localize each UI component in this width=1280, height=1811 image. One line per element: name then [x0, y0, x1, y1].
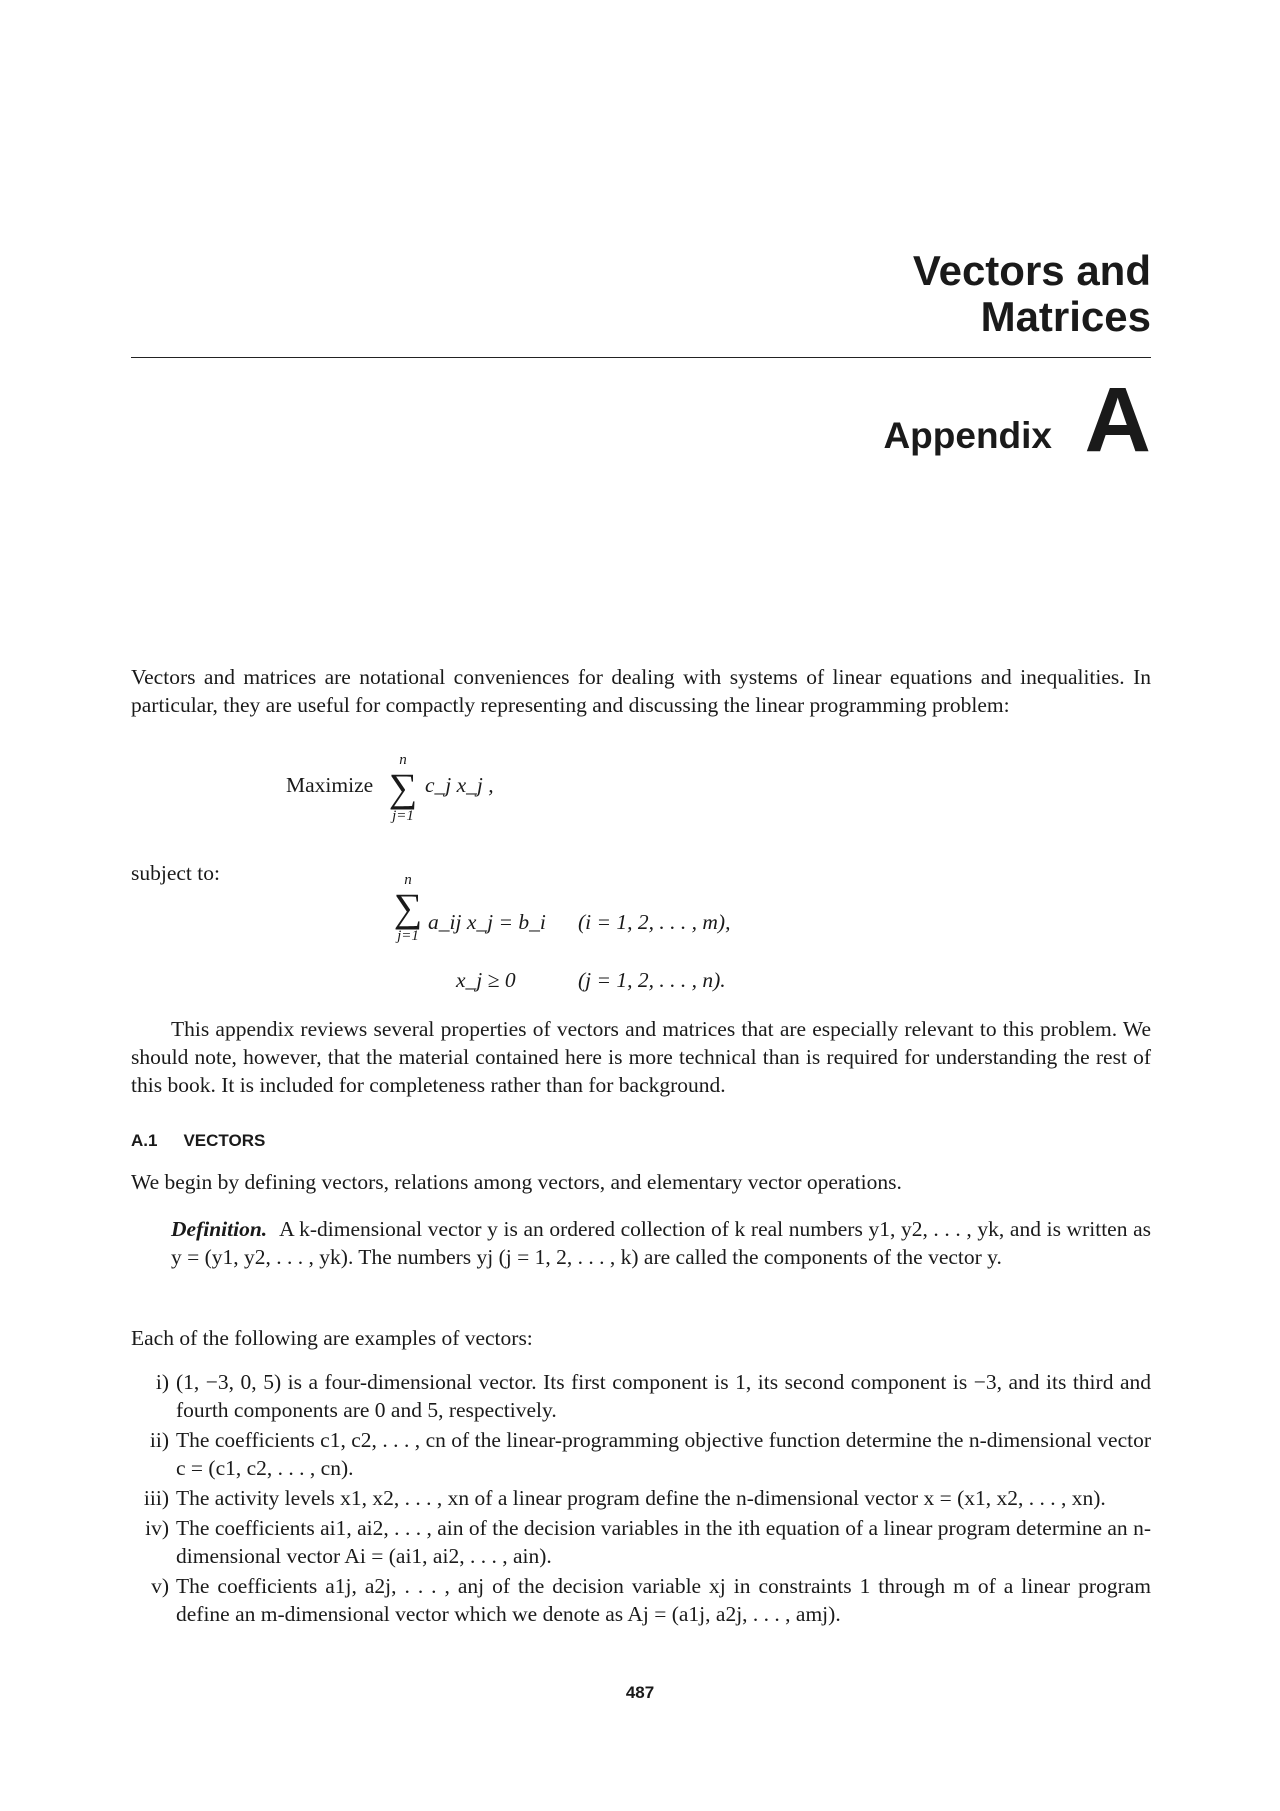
- section-lead: We begin by defining vectors, relations among vectors, and elementary vector operations.: [131, 1170, 902, 1194]
- objective-label: Maximize: [286, 773, 374, 797]
- list-item-text: The coefficients a1j, a2j, . . . , anj of the decision variable xj in constraints 1 through m of a linear program define an m-dimensional vector which we denote as Aj = (a1j, a2j, . . . , amj).: [176, 1574, 1151, 1626]
- list-marker: ii): [149, 1428, 169, 1452]
- examples-list: [131, 1368, 1151, 1630]
- definition-label: Definition.: [171, 1217, 268, 1241]
- chapter-title-line2: Matrices: [980, 293, 1151, 340]
- examples-intro: Each of the following are examples of vectors:: [131, 1326, 533, 1350]
- constraint-lhs: a_ij x_j = b_i: [428, 910, 546, 934]
- objective-sum: [385, 752, 421, 824]
- list-marker: iii): [143, 1486, 169, 1510]
- list-marker: i): [155, 1370, 169, 1394]
- sigma-symbol: ∑: [393, 885, 423, 930]
- list-item: [131, 1514, 1151, 1570]
- list-item-text: The activity levels x1, x2, . . . , xn of a linear program define the n-dimensional vector x = (x1, x2, . . . , xn).: [176, 1486, 1106, 1510]
- list-item: [131, 1368, 1151, 1424]
- section-heading: [131, 1131, 265, 1151]
- constraint-range: (i = 1, 2, . . . , m),: [578, 910, 731, 934]
- section-number: A.1: [131, 1131, 158, 1150]
- subject-to-label: subject to:: [131, 861, 220, 885]
- sum-lower: j=1: [392, 808, 414, 824]
- list-item-text: The coefficients c1, c2, . . . , cn of the linear-programming objective function determine the n-dimensional vector c = (c1, c2, . . . , cn).: [176, 1428, 1151, 1480]
- sigma-symbol: ∑: [388, 765, 418, 810]
- chapter-title: [913, 248, 1151, 340]
- list-item-text: (1, −3, 0, 5) is a four-dimensional vector. Its first component is 1, its second component is −3, and its third and fourth components are 0 and 5, respectively.: [176, 1370, 1151, 1422]
- objective-term: c_j x_j ,: [425, 773, 494, 797]
- list-item: [131, 1572, 1151, 1628]
- definition-text: A k-dimensional vector y is an ordered collection of k real numbers y1, y2, . . . , yk, and is written as y = (y1, y2, . . . , yk). The numbers yj (j = 1, 2, . . . , k) are called the components of the vector y.: [171, 1217, 1151, 1269]
- title-rule: [131, 357, 1151, 358]
- sum-lower: j=1: [397, 928, 419, 944]
- list-item: [131, 1484, 1151, 1512]
- nonneg-range: (j = 1, 2, . . . , n).: [578, 968, 726, 992]
- appendix-letter: A: [1084, 369, 1151, 471]
- list-marker: v): [151, 1574, 169, 1598]
- intro-paragraph: Vectors and matrices are notational conveniences for dealing with systems of linear equations and inequalities. In particular, they are useful for compactly representing and discussing the linear programming problem:: [131, 665, 1151, 717]
- nonneg-lhs: x_j ≥ 0: [456, 968, 516, 992]
- list-item-text: The coefficients ai1, ai2, . . . , ain of the decision variables in the ith equation of a linear program determine an n-dimensional vector Ai = (ai1, ai2, . . . , ain).: [176, 1516, 1151, 1568]
- appendix-word: Appendix: [883, 415, 1052, 456]
- sum-upper: n: [404, 872, 412, 888]
- sum-upper: n: [399, 752, 407, 768]
- page-number: 487: [625, 1683, 655, 1702]
- definition-block: [171, 1215, 1151, 1271]
- section-title: VECTORS: [183, 1131, 266, 1150]
- list-marker: iv): [145, 1516, 169, 1540]
- intro-paragraph-2: This appendix reviews several properties of vectors and matrices that are especially relevant to this problem. We should note, however, that the material contained here is more technical than is required for understanding the rest of this book. It is included for completeness rather than for background.: [131, 1017, 1151, 1097]
- constraint-sum: [390, 872, 426, 944]
- list-item: [131, 1426, 1151, 1482]
- chapter-title-line1: Vectors and: [912, 247, 1151, 294]
